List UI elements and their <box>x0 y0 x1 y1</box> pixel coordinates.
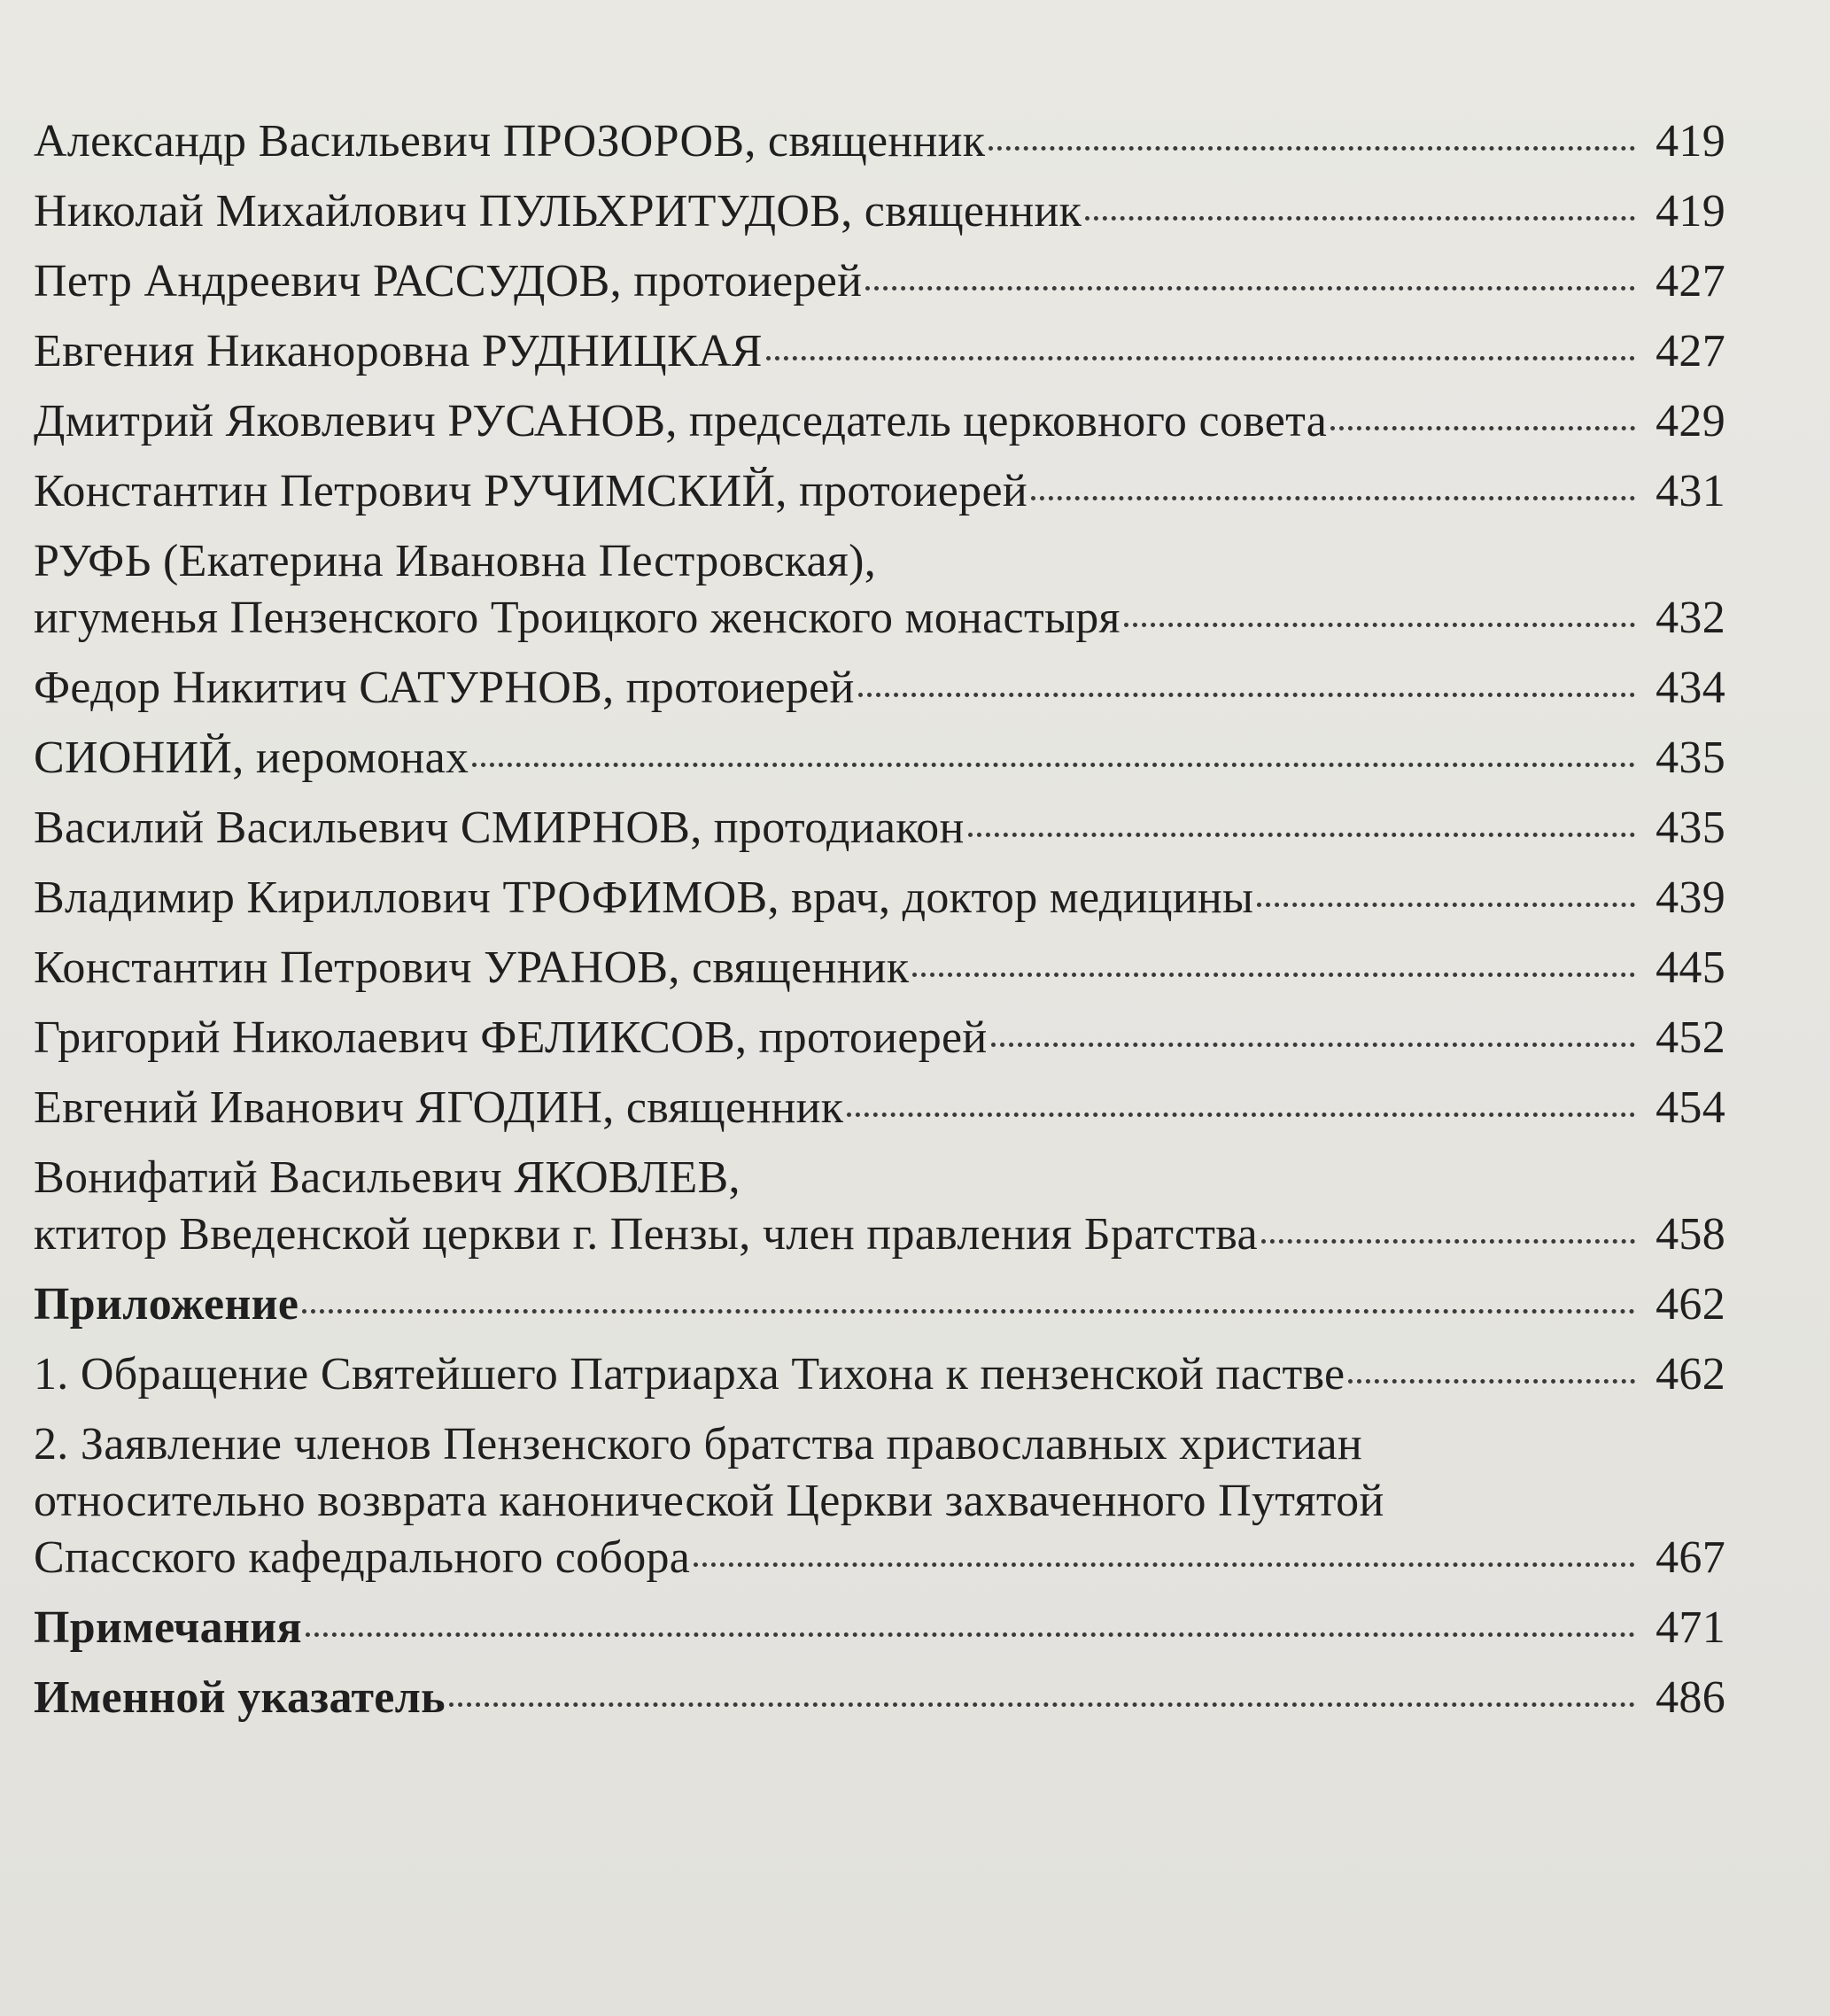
dot-leader <box>472 763 1635 767</box>
toc-entry <box>34 533 1725 647</box>
dot-leader <box>1348 1379 1635 1384</box>
dot-leader <box>1261 1239 1635 1244</box>
toc-entry <box>34 1010 1725 1066</box>
dot-leader <box>302 1309 1635 1314</box>
toc-entry-row <box>34 1080 1725 1136</box>
toc-entry-row <box>34 393 1725 450</box>
toc-entry-title: ктитор Введенской церкви г. Пензы, член правления Братства <box>34 1209 1258 1260</box>
toc-entry <box>34 253 1725 310</box>
toc-page-number: 434 <box>1656 663 1725 713</box>
dot-leader <box>865 286 1635 291</box>
toc-entry <box>34 870 1725 927</box>
dot-leader <box>449 1702 1635 1707</box>
toc-entry <box>34 660 1725 717</box>
toc-entry-row <box>34 590 1725 647</box>
toc-entry-row <box>34 800 1725 857</box>
toc-entry-row <box>34 870 1725 927</box>
toc-entry <box>34 463 1725 520</box>
toc-entry-row <box>34 183 1725 240</box>
dot-leader <box>766 356 1635 361</box>
toc-entry-title: Николай Михайлович ПУЛЬХРИТУДОВ, священник <box>34 186 1082 236</box>
toc-entry <box>34 1416 1725 1586</box>
toc-page-number: 419 <box>1656 116 1725 167</box>
dot-leader <box>1124 623 1635 627</box>
toc-entry-row <box>34 1276 1725 1333</box>
toc-page-number: 435 <box>1656 803 1725 853</box>
toc-section-entry <box>34 1670 1725 1726</box>
toc-entry-title: 1. Обращение Святейшего Патриарха Тихона к пензенской пастве <box>34 1349 1345 1400</box>
toc-entry-row <box>34 253 1725 310</box>
toc-page-number: 419 <box>1656 186 1725 236</box>
toc-entry-title: Петр Андреевич РАССУДОВ, протоиерей <box>34 256 863 306</box>
toc-entry-title: Константин Петрович РУЧИМСКИЙ, протоиерей <box>34 466 1027 516</box>
toc-page-number: 427 <box>1656 326 1725 376</box>
toc-page-number: 486 <box>1656 1672 1725 1723</box>
toc-entry <box>34 1080 1725 1136</box>
toc-page-number: 467 <box>1656 1532 1725 1583</box>
dot-leader <box>912 973 1635 977</box>
toc-entry <box>34 393 1725 450</box>
dot-leader <box>989 146 1635 151</box>
toc-page-number: 462 <box>1656 1349 1725 1400</box>
toc-page-number: 458 <box>1656 1209 1725 1260</box>
toc-entry-line: РУФЬ (Екатерина Ивановна Пестровская), <box>34 536 877 586</box>
toc-entry-row <box>34 1670 1725 1726</box>
toc-section-entry <box>34 1276 1725 1333</box>
dot-leader <box>991 1043 1635 1047</box>
toc-entry-line: относительно возврата канонической Церкви захваченного Путятой <box>34 1476 1384 1526</box>
dot-leader <box>1257 903 1635 907</box>
dot-leader <box>1085 216 1635 221</box>
toc-page-number: 431 <box>1656 466 1725 516</box>
toc-entry-row <box>34 1206 1725 1263</box>
toc-entry-title: Евгений Иванович ЯГОДИН, священник <box>34 1082 844 1133</box>
toc-entry-row <box>34 1010 1725 1066</box>
dot-leader <box>847 1113 1635 1117</box>
toc-entry <box>34 113 1725 170</box>
dot-leader <box>306 1632 1635 1637</box>
toc-entry <box>34 800 1725 857</box>
toc-entry-title: Александр Васильевич ПРОЗОРОВ, священник <box>34 116 986 167</box>
toc-entry <box>34 183 1725 240</box>
toc-entry <box>34 940 1725 996</box>
toc-page-number: 445 <box>1656 942 1725 993</box>
toc-page-number: 462 <box>1656 1279 1725 1330</box>
toc-page-number: 452 <box>1656 1012 1725 1063</box>
toc-page-number: 471 <box>1656 1602 1725 1653</box>
toc-page-number: 427 <box>1656 256 1725 306</box>
toc-entry-title: Василий Васильевич СМИРНОВ, протодиакон <box>34 803 965 853</box>
toc-entry <box>34 1150 1725 1263</box>
toc-entry-row <box>34 1600 1725 1656</box>
toc-entry-row <box>34 463 1725 520</box>
toc-entry-title: Спасского кафедрального собора <box>34 1532 691 1583</box>
toc-page-number: 439 <box>1656 872 1725 923</box>
dot-leader <box>968 833 1635 837</box>
toc-entry-title: Именной указатель <box>34 1672 446 1723</box>
toc-entry-row <box>34 940 1725 996</box>
toc-entry-title: Константин Петрович УРАНОВ, священник <box>34 942 910 993</box>
toc-entry <box>34 1346 1725 1403</box>
toc-page-number: 435 <box>1656 733 1725 783</box>
toc-entry-row <box>34 113 1725 170</box>
toc-entry-title: игуменья Пензенского Троицкого женского монастыря <box>34 593 1120 643</box>
toc-page-number: 429 <box>1656 396 1725 446</box>
dot-leader <box>1031 496 1635 500</box>
toc-entry-title: Приложение <box>34 1279 299 1330</box>
toc-page-number: 454 <box>1656 1082 1725 1133</box>
dot-leader <box>858 693 1635 697</box>
dot-leader <box>1330 426 1635 430</box>
dot-leader <box>694 1562 1635 1567</box>
toc-entry-row <box>34 1346 1725 1403</box>
toc-entry-line: 2. Заявление членов Пензенского братства православных христиан <box>34 1419 1362 1469</box>
table-of-contents <box>34 113 1725 1726</box>
toc-entry <box>34 323 1725 380</box>
toc-entry <box>34 730 1725 787</box>
toc-entry-row <box>34 323 1725 380</box>
toc-entry-title: Дмитрий Яковлевич РУСАНОВ, председатель церковного совета <box>34 396 1328 446</box>
toc-entry-row <box>34 660 1725 717</box>
toc-entry-row <box>34 1530 1725 1586</box>
toc-entry-title: Григорий Николаевич ФЕЛИКСОВ, протоиерей <box>34 1012 988 1063</box>
toc-section-entry <box>34 1600 1725 1656</box>
toc-page-number: 432 <box>1656 593 1725 643</box>
toc-entry-title: Евгения Никаноровна РУДНИЦКАЯ <box>34 326 763 376</box>
toc-entry-row <box>34 730 1725 787</box>
toc-entry-line: Вонифатий Васильевич ЯКОВЛЕВ, <box>34 1152 741 1203</box>
toc-entry-title: Примечания <box>34 1602 302 1653</box>
toc-entry-title: Федор Никитич САТУРНОВ, протоиерей <box>34 663 855 713</box>
toc-entry-title: Владимир Кириллович ТРОФИМОВ, врач, доктор медицины <box>34 872 1254 923</box>
toc-entry-title: СИОНИЙ, иеромонах <box>34 733 469 783</box>
